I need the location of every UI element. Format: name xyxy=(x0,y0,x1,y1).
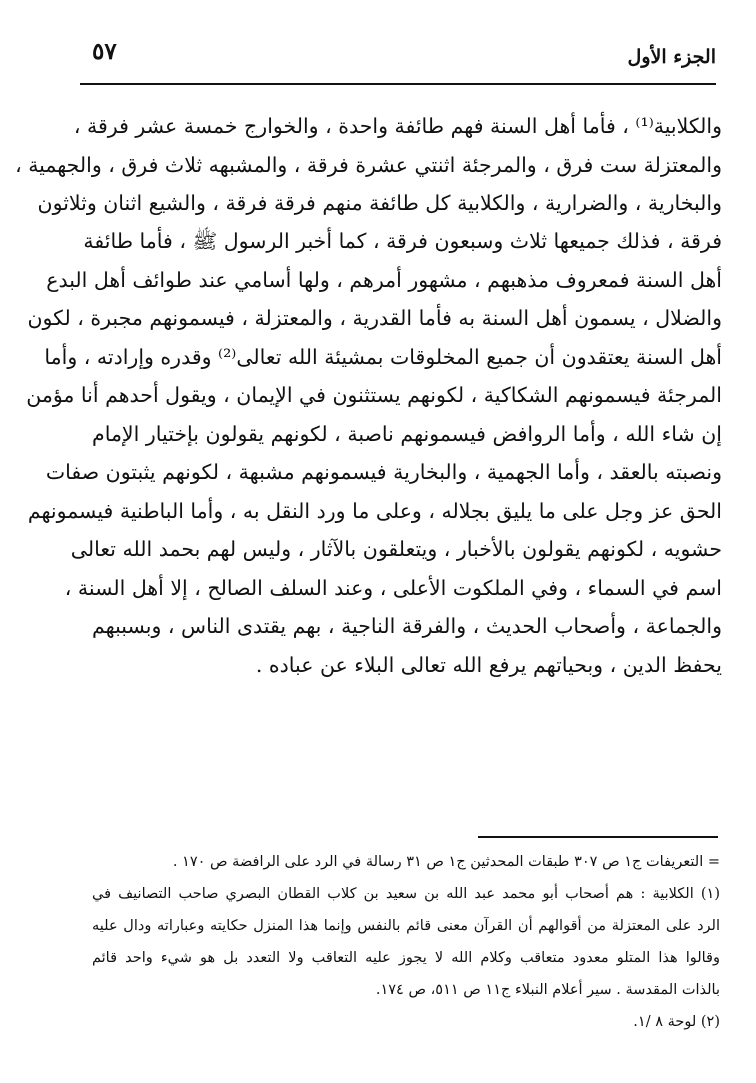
body-line: المرجئة فيسمونهم الشكاكية ، لكونهم يستثنون في الإيمان ، ويقول أحدهم أنا مؤمن xyxy=(26,383,722,407)
body-line: يحفظ الدين ، وبحياتهم يرفع الله تعالى البلاء عن عباده . xyxy=(255,653,722,677)
footnote-line: (١) الكلابية : هم أصحاب أبو محمد عبد الله بن سعيد بن كلاب القطان البصري صاحب التصانيف في xyxy=(92,886,720,902)
footnote-line: (٢) لوحة ٨ /١. xyxy=(633,1014,720,1030)
body-line: والجماعة ، وأصحاب الحديث ، والفرقة الناجية ، بهم يقتدى الناس ، وبسببهم xyxy=(92,614,722,638)
body-line: ونصبته بالعقد ، وأما الجهمية ، والبخارية فيسمونهم مشبهة ، لكونهم يثبتون صفات xyxy=(45,460,722,484)
body-line: أهل السنة يعتقدون أن جميع المخلوقات بمشيئة الله تعالى⁽²⁾ وقدره وإرادته ، وأما xyxy=(44,345,722,369)
body-line: والكلابية⁽¹⁾ ، فأما أهل السنة فهم طائفة واحدة ، والخوارج خمسة عشر فرقة ، xyxy=(73,114,722,138)
footnote-line: وقالوا هذا المتلو معدود متعاقب وكلام الله لا يجوز عليه التعاقب ولا التعدد بل هو شيء واحد قائم xyxy=(92,950,720,966)
body-line: حشويه ، لكونهم يقولون بالأخبار ، ويتعلقون بالآثار ، وليس لهم بحمد الله تعالى xyxy=(70,537,722,561)
page-number: ٥٧ xyxy=(92,38,117,65)
body-line: الحق عز وجل على ما يليق بجلاله ، وعلى ما ورد النقل به ، وأما الباطنية فيسمونهم xyxy=(27,499,722,523)
body-line: أهل السنة فمعروف مذهبهم ، مشهور أمرهم ، ولها أسامي عند طوائف أهل البدع xyxy=(46,268,722,292)
body-line: إن شاء الله ، وأما الروافض فيسمونهم ناصبة ، لكونهم يقولون بإختيار الإمام xyxy=(92,422,722,446)
body-line: اسم في السماء ، وفي الملكوت الأعلى ، وعند السلف الصالح ، إلا أهل السنة ، xyxy=(64,576,722,600)
running-title: الجزء الأول xyxy=(627,46,716,68)
footnote-line: بالذات المقدسة . سير أعلام النبلاء ج١١ ص ٥١١، ص ١٧٤. xyxy=(375,982,720,998)
footnote-line: الرد على المعتزلة من أقوالهم أن القرآن معنى قائم بالنفس وإنما هذا المنزل حكايته وعباراته ودال عليه xyxy=(92,918,720,934)
body-line: والبخارية ، والضرارية ، والكلابية كل طائفة منهم فرقة فرقة ، والشيع اثنان وثلاثون xyxy=(37,191,722,215)
body-line: والضلال ، يسمون أهل السنة به فأما القدرية ، والمعتزلة ، فيسمونهم مجبرة ، لكون xyxy=(27,306,722,330)
body-line: والمعتزلة ست فرق ، والمرجئة اثنتي عشرة فرقة ، والمشبهه ثلاث فرق ، والجهمية ، xyxy=(15,153,722,177)
body-line: فرقة ، فذلك جميعها ثلاث وسبعون فرقة ، كما أخبر الرسول ﷺ ، فأما طائفة xyxy=(83,229,722,253)
footnote-rule xyxy=(478,836,718,838)
header-rule xyxy=(80,83,716,85)
footnote-line: = التعريفات ج١ ص ٣٠٧ طبقات المحدثين ج١ ص ٣١ رسالة في الرد على الرافضة ص ١٧٠ . xyxy=(172,854,720,870)
